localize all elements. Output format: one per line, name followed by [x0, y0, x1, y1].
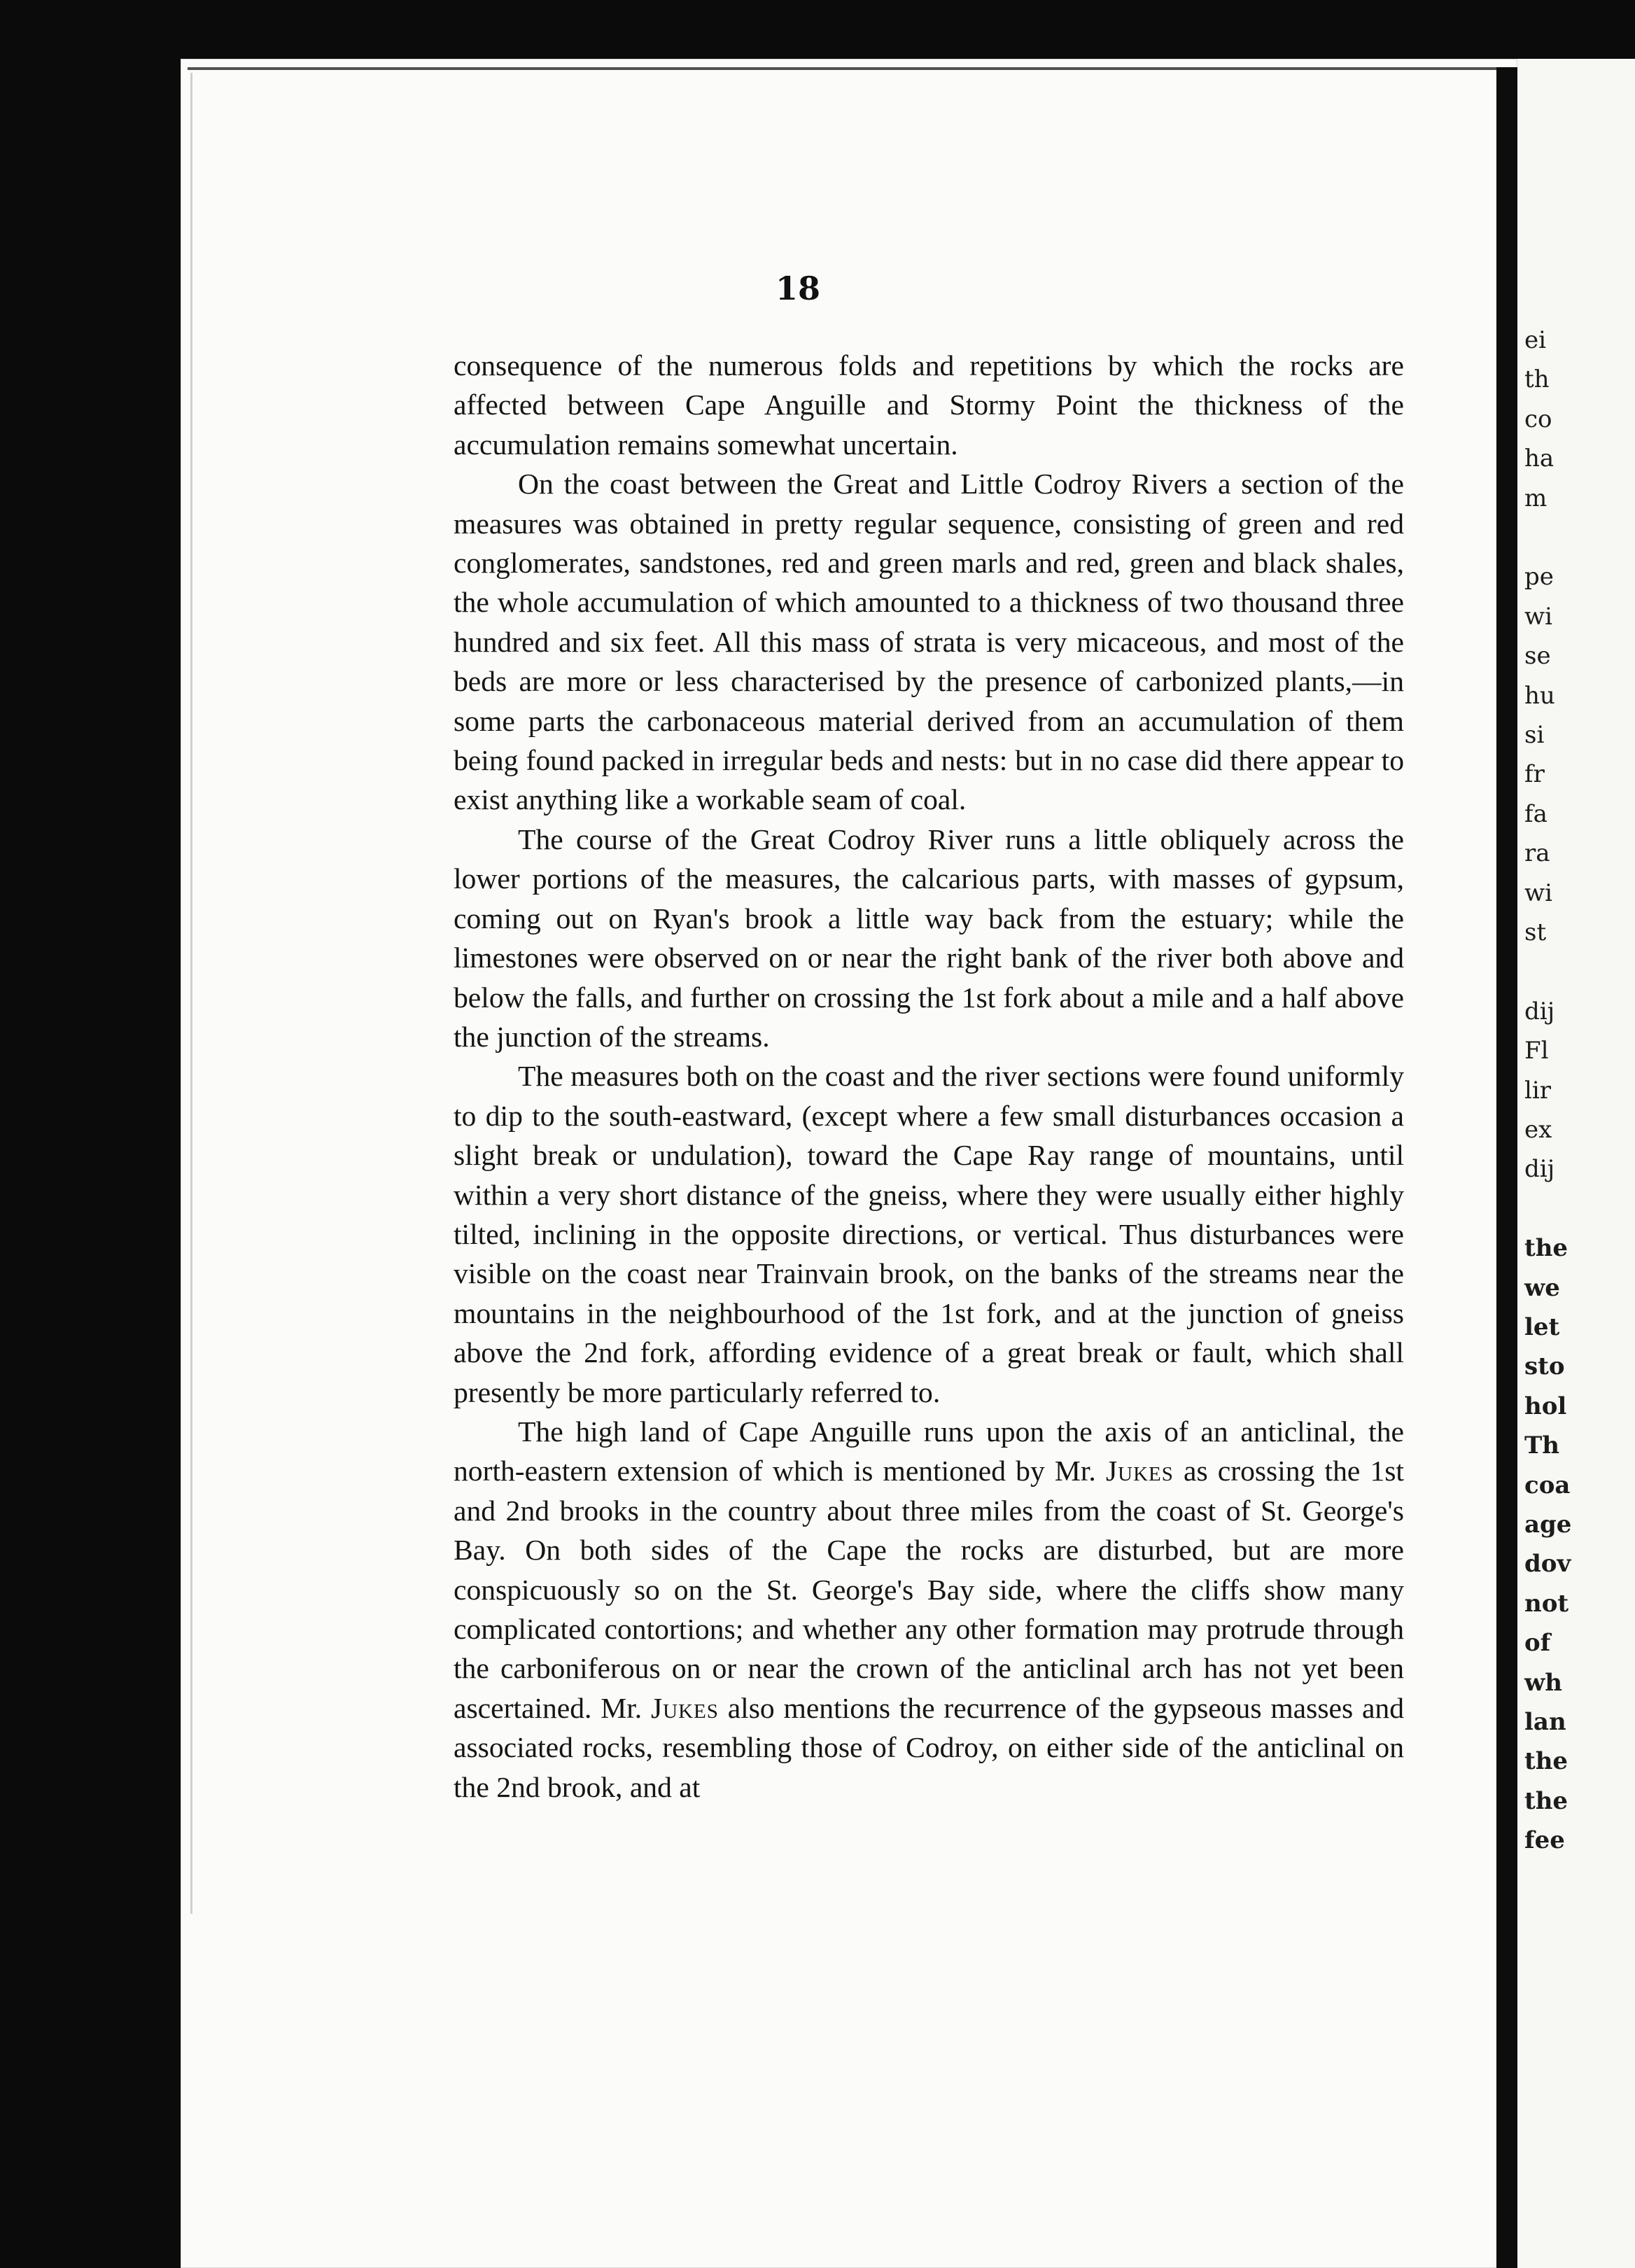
- author-name-jukes-2: Jukes: [650, 1691, 719, 1724]
- paragraph-1: consequence of the numerous folds and repetitions by which the rocks are affected between Cape Anguille and Stormy Point the thickness of the accumulation remains somewhat uncertain.: [454, 349, 1404, 461]
- paragraph-4: The measures both on the coast and the river sections were found uniformly to dip to the south-eastward, (except where a few small disturbances occasion a slight break or undulation), toward the Cape Ray range of mountains, until within a very short distance of the gneiss, where they were usually either highly tilted, inclining in the opposite directions, or vertical. Thus disturbances were visible on the coast near Trainvain brook, on the banks of the streams near the mountains in the neighbourhood of the 1st fork, and at the junction of gneiss above the 2nd fork, affording evidence of a great break or fault, which shall presently be more particularly referred to.: [454, 1060, 1404, 1408]
- adjacent-page-line-fragment: hu: [1524, 681, 1555, 710]
- adjacent-page-line-fragment: ha: [1524, 444, 1555, 473]
- adjacent-page-line-fragment: se: [1524, 642, 1551, 671]
- adjacent-page-line-fragment: sto: [1524, 1352, 1565, 1381]
- adjacent-page-line-fragment: co: [1524, 405, 1552, 433]
- adjacent-page-line-fragment: let: [1524, 1313, 1560, 1341]
- page-body: [454, 346, 1404, 1807]
- adjacent-page-line-fragment: of: [1524, 1629, 1551, 1658]
- page-left-edge: [190, 73, 192, 1914]
- adjacent-page-fragment: [1517, 59, 1635, 2268]
- adjacent-page-line-fragment: lir: [1524, 1076, 1552, 1105]
- adjacent-page-line-fragment: ex: [1524, 1116, 1552, 1144]
- adjacent-page-line-fragment: coa: [1524, 1471, 1571, 1499]
- adjacent-page-line-fragment: the: [1524, 1747, 1569, 1776]
- adjacent-page-line-fragment: wi: [1524, 602, 1552, 631]
- book-gutter: [1496, 67, 1517, 2268]
- adjacent-page-line-fragment: ra: [1524, 839, 1550, 868]
- adjacent-page-line-fragment: hol: [1524, 1392, 1567, 1420]
- adjacent-page-line-fragment: fa: [1524, 799, 1548, 828]
- adjacent-page-line-fragment: we: [1524, 1273, 1560, 1302]
- adjacent-page-line-fragment: ei: [1524, 326, 1546, 354]
- author-name-jukes: Jukes: [1105, 1455, 1174, 1488]
- adjacent-page-line-fragment: wi: [1524, 878, 1552, 907]
- adjacent-page-line-fragment: Th: [1524, 1432, 1560, 1460]
- paragraph-5-part-3: also mentions the recurrence of the gypseous masses and associated rocks, resembling those of Codroy, on either side of the anticlinal on the 2nd brook, and at: [454, 1691, 1405, 1803]
- adjacent-page-line-fragment: not: [1524, 1589, 1569, 1618]
- adjacent-page-line-fragment: Fl: [1524, 1037, 1549, 1065]
- adjacent-page-line-fragment: dij: [1524, 1155, 1555, 1184]
- adjacent-page-line-fragment: dij: [1524, 997, 1555, 1026]
- adjacent-page-line-fragment: pe: [1524, 563, 1554, 592]
- paragraph-5-part-1: The high land of Cape Anguille runs upon the axis of an anticlinal, the north-eastern extension of which is mentioned by Mr.: [454, 1415, 1404, 1488]
- adjacent-page-line-fragment: the: [1524, 1786, 1569, 1815]
- adjacent-page-line-fragment: age: [1524, 1511, 1572, 1539]
- adjacent-page-line-fragment: fee: [1524, 1826, 1565, 1855]
- paragraph-3: The course of the Great Codroy River runs a little obliquely across the lower portions of the measures, the calcarious parts, with masses of gypsum, coming out on Ryan's brook a little way back from the estuary; while the limestones were observed on or near the right bank of the river both above and below the falls, and further on crossing the 1st fork about a mile and a half above the junction of the streams.: [454, 822, 1404, 1053]
- paragraph-5-part-2: as crossing the 1st and 2nd brooks in the country about three miles from the coast of St. George's Bay. On both sides of the Cape the rocks are disturbed, but are more conspicuously so on the St. George's Bay side, where the cliffs show many complicated contortions; and whether any other formation may protrude through the carboniferous on or near the crown of the anticlinal arch has not yet been ascertained. Mr.: [454, 1455, 1404, 1724]
- adjacent-page-line-fragment: m: [1524, 484, 1548, 512]
- adjacent-page-line-fragment: si: [1524, 721, 1545, 749]
- page-top-edge: [188, 67, 1517, 70]
- adjacent-page-line-fragment: the: [1524, 1234, 1569, 1263]
- adjacent-page-line-fragment: lan: [1524, 1708, 1566, 1736]
- adjacent-page-line-fragment: wh: [1524, 1668, 1562, 1697]
- paragraph-2: On the coast between the Great and Little Codroy Rivers a section of the measures was obtained in pretty regular sequence, consisting of green and red conglomerates, sandstones, red and green marls and red, green and black shales, the whole accumulation of which amounted to a thickness of two thousand three hundred and six feet. All this mass of strata is very micaceous, and most of the beds are more or less characterised by the presence of carbonized plants,—in some parts the carbonaceous material derived from an accumulation of them being found packed in irregular beds and nests: but in no case did there appear to exist anything like a workable seam of coal.: [454, 468, 1404, 816]
- adjacent-page-line-fragment: st: [1524, 918, 1547, 946]
- adjacent-page-line-fragment: fr: [1524, 760, 1545, 789]
- paragraph-5: [454, 1412, 1404, 1807]
- page-number: 18: [775, 270, 820, 307]
- adjacent-page-line-fragment: dov: [1524, 1550, 1571, 1578]
- adjacent-page-line-fragment: th: [1524, 365, 1550, 394]
